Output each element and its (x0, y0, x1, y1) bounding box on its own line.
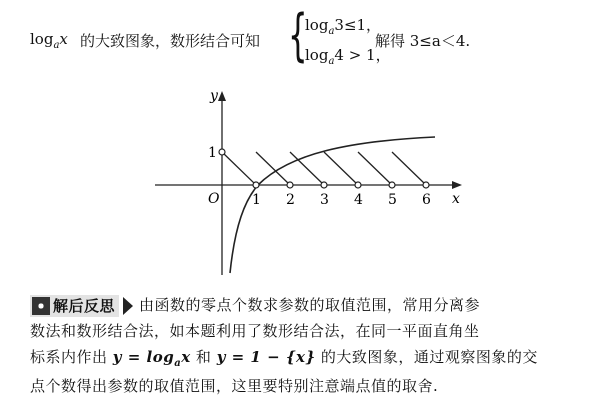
function-graph (150, 85, 470, 285)
y-axis-label: y (210, 88, 218, 104)
condition-1 (305, 14, 381, 35)
remark-line (30, 344, 590, 373)
remark-text: 和 (190, 348, 217, 366)
solution-text: 的大致图象，数形结合可知 (80, 32, 261, 50)
point-x5 (389, 182, 395, 188)
origin-label: O (208, 191, 220, 207)
point-x1 (253, 182, 259, 188)
remark-section (30, 292, 590, 399)
segment-3 (324, 152, 358, 185)
x-tick-label: 1 (252, 192, 261, 208)
sawtooth-lines (222, 152, 426, 185)
open-points (219, 149, 429, 188)
remark-tag (30, 295, 119, 317)
remark-text: 的大致图象，通过观察图象的交 (315, 348, 538, 366)
remark-text: 点个数得出参数的取值范围，这里要特别注意端点值的取舍. (30, 377, 439, 395)
formula-part: y = log (112, 348, 175, 366)
point-x6 (423, 182, 429, 188)
x-axis-label: x (452, 191, 460, 207)
arrow-right-icon (123, 297, 133, 315)
segment-0 (222, 152, 256, 185)
cond2-base: a (328, 56, 335, 67)
y-axis-arrow (218, 91, 226, 101)
log-variable: x (59, 30, 68, 48)
cond1-log: log (305, 16, 329, 34)
gear-icon (32, 297, 50, 315)
x-tick-label: 6 (422, 192, 431, 208)
x-tick-label: 5 (388, 192, 397, 208)
y-tick-label: 1 (208, 145, 217, 161)
segment-4 (358, 152, 392, 185)
x-tick-label: 3 (320, 192, 329, 208)
formula-log (112, 348, 191, 369)
segment-1 (256, 152, 290, 185)
x-tick-label: 4 (354, 192, 363, 208)
formula-sawtooth: y = 1 − {x} (216, 348, 316, 366)
remark-tag-label: 解后反思 (53, 297, 116, 315)
result-text: 解得 3≤a＜4. (375, 32, 471, 50)
remark-line (30, 292, 590, 318)
log-base: a (53, 40, 60, 51)
formula-variable: x (181, 348, 191, 366)
solution-text-line (30, 3, 590, 78)
formula-base: a (174, 358, 182, 369)
remark-text: 标系内作出 (30, 348, 113, 366)
x-tick-label: 2 (286, 192, 295, 208)
point-x3 (321, 182, 327, 188)
point-x4 (355, 182, 361, 188)
x-axis-arrow (452, 181, 462, 189)
remark-text: 由函数的零点个数求参数的取值范围，常用分离参 (139, 296, 481, 314)
log-expression (30, 30, 68, 51)
log-text: log (30, 30, 54, 48)
cond2-log: log (305, 46, 329, 64)
cond1-base: a (328, 26, 335, 37)
remark-text: 数法和数形结合法，如本题利用了数形结合法，在同一平面直角坐 (30, 322, 480, 340)
point-y1 (219, 149, 225, 155)
segment-5 (392, 152, 426, 185)
brace-symbol: { (288, 3, 308, 68)
cond1-rest: 3≤1， (334, 16, 382, 34)
cond2-rest: 4 > 1， (334, 46, 391, 64)
point-x2 (287, 182, 293, 188)
